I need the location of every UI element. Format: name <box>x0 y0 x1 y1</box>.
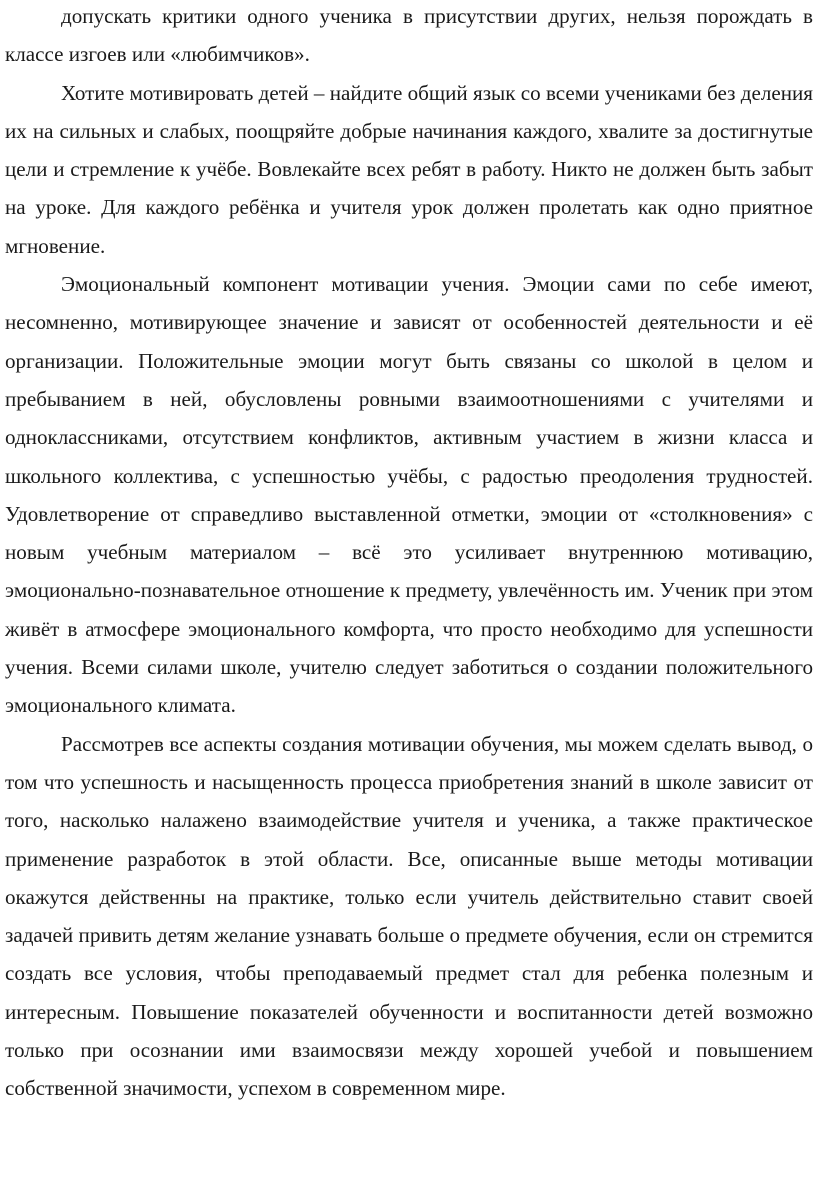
paragraph-motivation-advice: Хотите мотивировать детей – найдите общий язык со всеми учениками без деления их на сильных и слабых, поощряйте добрые начинания каждого, хвалите за достигнутые цели и стремление к учёбе. Вовлекайте всех ребят в работу. Никто не должен быть забыт на уроке. Для каждого ребёнка и учителя урок должен пролетать как одно приятное мгновение. <box>5 80 813 258</box>
paragraph-continued: допускать критики одного ученика в присутствии других, нельзя порождать в классе изгоев или «любимчиков». <box>5 4 813 67</box>
paragraph-emotional-component: Эмоциональный компонент мотивации учения. Эмоции сами по себе имеют, несомненно, мотивирующее значение и зависят от особенностей деятельности и её организации. Положительные эмоции могут быть связаны со школой в целом и пребыванием в ней, обусловлены ровными взаимоотношениями с учителями и одноклассниками, отсутствием конфликтов, активным участием в жизни класса и школьного коллектива, с успешностью учёбы, с радостью преодоления трудностей. Удовлетворение от справедливо выставленной отметки, эмоции от «столкновения» с новым учебным материалом – всё это усиливает внутреннюю мотивацию, эмоционально-познавательное отношение к предмету, увлечённость им. Ученик при этом живёт в атмосфере эмоционального комфорта, что просто необходимо для успешности учения. Всеми силами школе, учителю следует заботиться о создании положительного эмоционального климата. <box>5 272 813 718</box>
paragraph-conclusion: Рассмотрев все аспекты создания мотивации обучения, мы можем сделать вывод, о том что успешность и насыщенность процесса приобретения знаний в школе зависит от того, насколько налажено взаимодействие учителя и ученика, а также практическое применение разработок в этой области. Все, описанные выше методы мотивации окажутся действенны на практике, только если учитель действительно ставит своей задачей привить детям желание узнавать больше о предмете обучения, если он стремится создать все условия, чтобы преподаваемый предмет стал для ребенка полезным и интересным. Повышение показателей обученности и воспитанности детей возможно только при осознании ими взаимосвязи между хорошей учебой и повышением собственной значимости, успехом в современном мире. <box>5 731 813 1101</box>
